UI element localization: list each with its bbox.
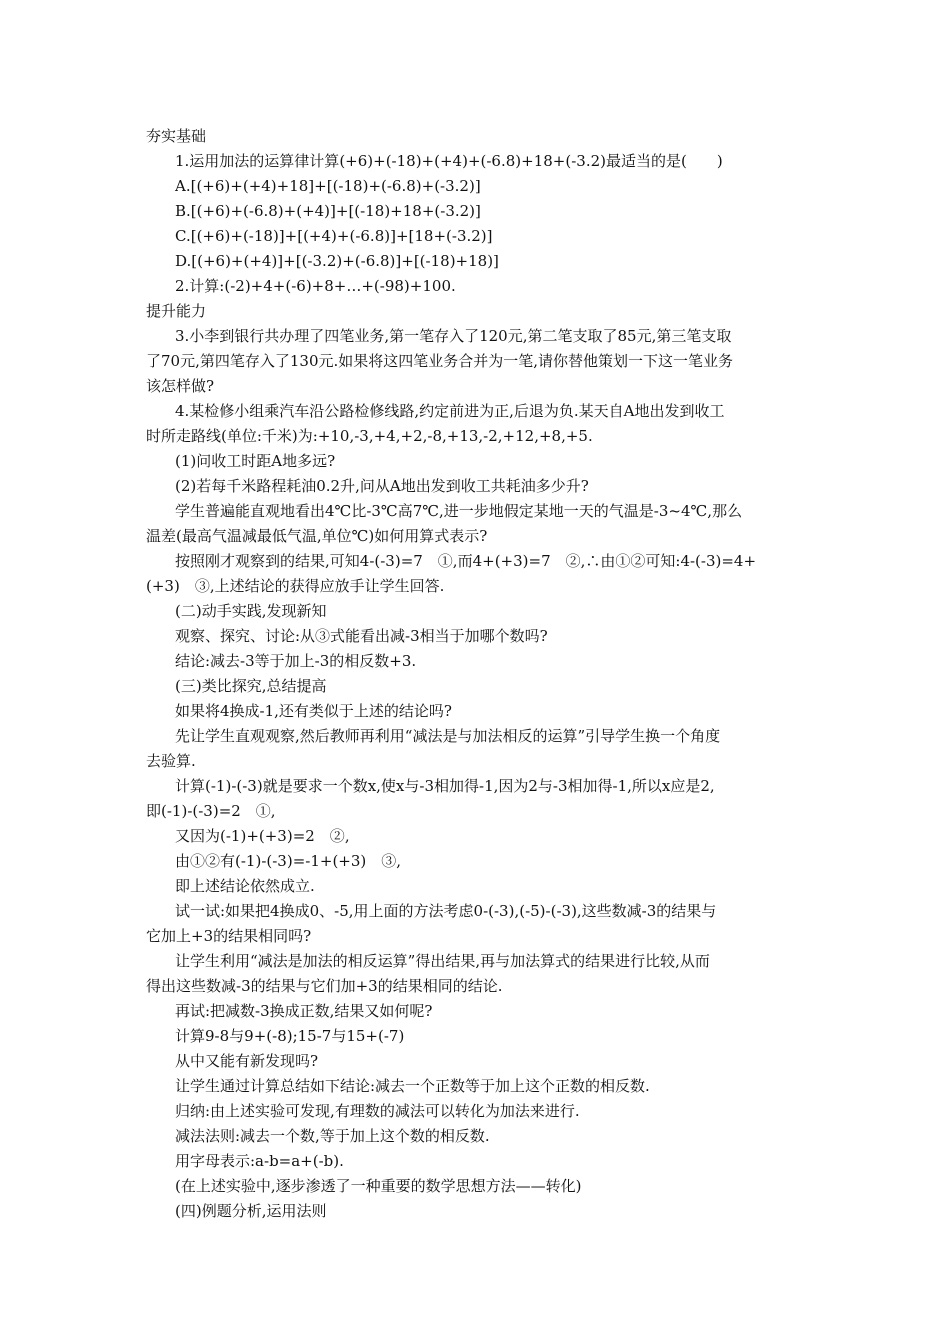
text-line-p14: 计算9-8与9+(-8);15-7与15+(-7) (175, 1027, 405, 1045)
text-line-p1b: 温差(最高气温减最低气温,单位℃)如何用算式表示? (146, 527, 488, 545)
text-line-p1a: 学生普遍能直观地看出4℃比-3℃高7℃,进一步地假定某地一天的气温是-3~4℃,那么 (175, 502, 743, 520)
text-line-p6a: 先让学生直观观察,然后教师再利用“减法是与加法相反的运算”引导学生换一个角度 (175, 727, 721, 745)
text-line-p4: 结论:减去-3等于加上-3的相反数+3. (175, 652, 417, 670)
text-line-p18: 减法法则:减去一个数,等于加上这个数的相反数. (175, 1127, 490, 1145)
text-line-p8: 又因为(-1)+(+3)=2 ②, (175, 827, 350, 845)
text-line-s2: (二)动手实践,发现新知 (175, 602, 327, 620)
text-line-p15: 从中又能有新发现吗? (175, 1052, 319, 1070)
text-line-q1b: B.[(+6)+(-6.8)+(+4)]+[(-18)+18+(-3.2)] (175, 202, 481, 220)
text-line-p10: 即上述结论依然成立. (175, 877, 315, 895)
text-line-q2: 2.计算:(-2)+4+(-6)+8+…+(-98)+100. (175, 277, 456, 295)
text-line-q1c: C.[(+6)+(-18)]+[(+4)+(-6.8)]+[18+(-3.2)] (175, 227, 493, 245)
text-line-p11a: 试一试:如果把4换成0、-5,用上面的方法考虑0-(-3),(-5)-(-3),这些数减-3的结果与 (175, 902, 717, 920)
text-line-p7b: 即(-1)-(-3)=2 ①, (146, 802, 276, 820)
text-line-q1: 1.运用加法的运算律计算(+6)+(-18)+(+4)+(-6.8)+18+(-3.2)最适当的是( ) (175, 152, 723, 170)
text-line-q4b: 时所走路线(单位:千米)为:+10,-3,+4,+2,-8,+13,-2,+12,+8,+5. (146, 427, 593, 445)
text-line-p9: 由①②有(-1)-(-3)=-1+(+3) ③, (175, 852, 402, 870)
text-line-p5: 如果将4换成-1,还有类似于上述的结论吗? (175, 702, 452, 720)
text-line-p2b: (+3) ③,上述结论的获得应放手让学生回答. (146, 577, 445, 595)
text-line-q4d: (2)若每千米路程耗油0.2升,问从A地出发到收工共耗油多少升? (175, 477, 589, 495)
text-line-p19: 用字母表示:a-b=a+(-b). (175, 1152, 344, 1170)
text-line-s3: (三)类比探究,总结提高 (175, 677, 327, 695)
text-line-p6b: 去验算. (146, 752, 196, 770)
text-line-p11b: 它加上+3的结果相同吗? (146, 927, 312, 945)
text-line-p12a: 让学生利用“减法是加法的相反运算”得出结果,再与加法算式的结果进行比较,从而 (175, 952, 710, 970)
text-line-p7a: 计算(-1)-(-3)就是要求一个数x,使x与-3相加得-1,因为2与-3相加得-1,所以x应是2, (175, 777, 715, 795)
text-line-p12b: 得出这些数减-3的结果与它们加+3的结果相同的结论. (146, 977, 503, 995)
document-body (146, 124, 806, 1224)
text-line-p16: 让学生通过计算总结如下结论:减去一个正数等于加上这个正数的相反数. (175, 1077, 650, 1095)
text-line-p20: (在上述实验中,逐步渗透了一种重要的数学思想方法——转化) (175, 1177, 582, 1195)
text-line-q1a: A.[(+6)+(+4)+18]+[(-18)+(-6.8)+(-3.2)] (175, 177, 481, 195)
text-line-q4a: 4.某检修小组乘汽车沿公路检修线路,约定前进为正,后退为负.某天自A地出发到收工 (175, 402, 725, 420)
text-line-p3: 观察、探究、讨论:从③式能看出减-3相当于加哪个数吗? (175, 627, 548, 645)
text-line-h2: 提升能力 (146, 302, 207, 320)
text-line-q3a: 3.小李到银行共办理了四笔业务,第一笔存入了120元,第二笔支取了85元,第三笔支取 (175, 327, 732, 345)
text-line-q1d: D.[(+6)+(+4)]+[(-3.2)+(-6.8)]+[(-18)+18)] (175, 252, 499, 270)
text-line-p13: 再试:把减数-3换成正数,结果又如何呢? (175, 1002, 433, 1020)
text-line-q3c: 该怎样做? (146, 377, 215, 395)
text-line-q3b: 了70元,第四笔存入了130元.如果将这四笔业务合并为一笔,请你替他策划一下这一笔业务 (146, 352, 734, 370)
text-line-h1: 夯实基础 (146, 127, 207, 145)
text-line-q4c: (1)问收工时距A地多远? (175, 452, 336, 470)
text-line-p17: 归纳:由上述实验可发现,有理数的减法可以转化为加法来进行. (175, 1102, 580, 1120)
text-line-p2a: 按照刚才观察到的结果,可知4-(-3)=7 ①,而4+(+3)=7 ②,∴由①②可知:4-(-3)=4+ (175, 552, 757, 570)
text-line-s4: (四)例题分析,运用法则 (175, 1202, 327, 1220)
